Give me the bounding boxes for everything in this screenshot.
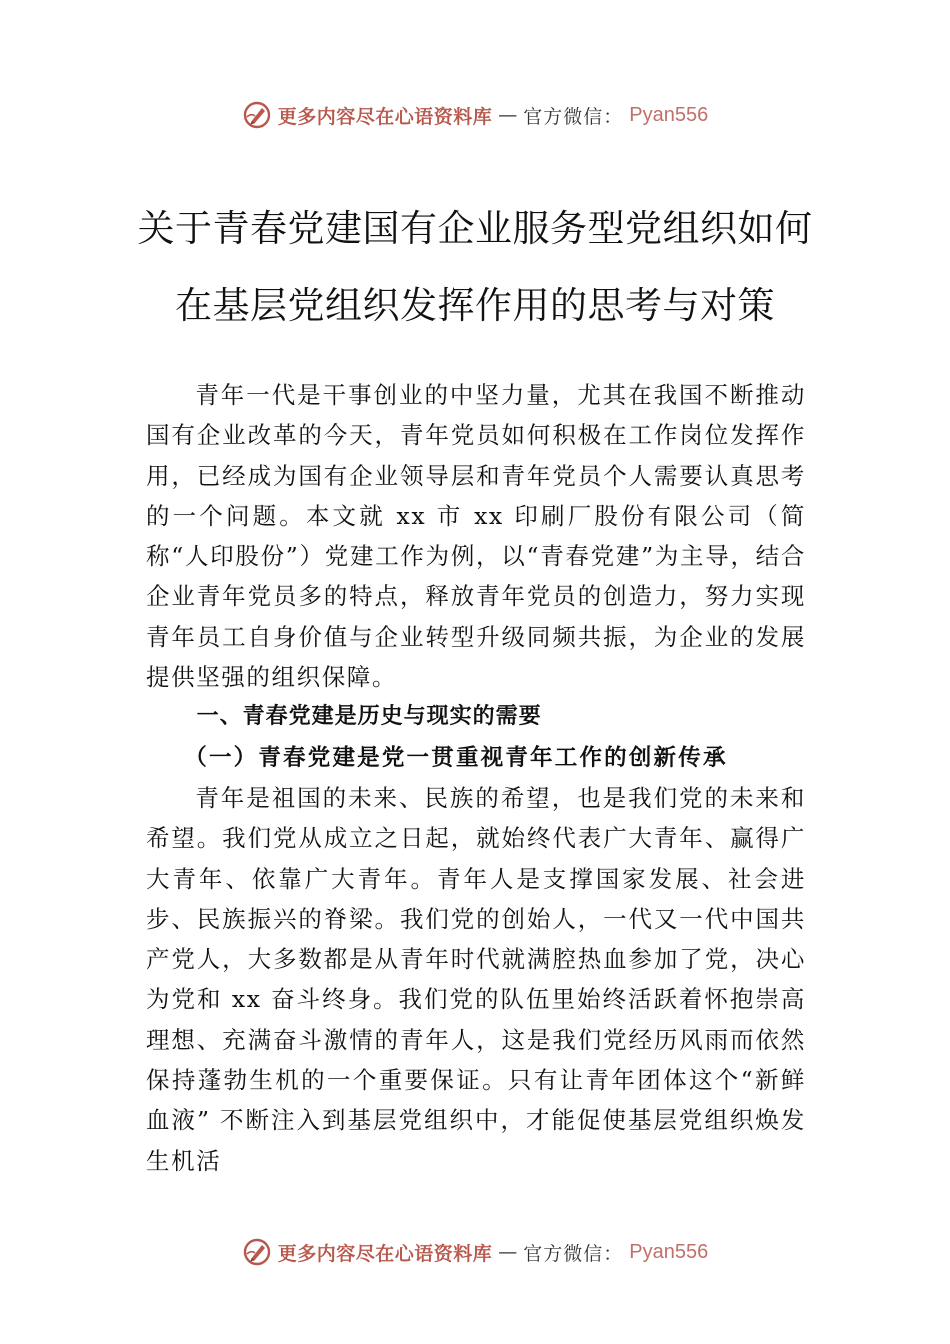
subsection-1-heading: （一）青春党建是党一贯重视青年工作的创新传承	[184, 744, 728, 771]
document-body	[146, 375, 806, 1181]
footer-banner	[0, 1232, 950, 1272]
banner-wechat-label: 官方微信：	[523, 1242, 624, 1265]
banner-main-text: 更多内容尽在心语资料库	[277, 105, 493, 128]
banner-separator: —	[498, 104, 518, 126]
banner-separator: —	[498, 1241, 518, 1263]
header-banner	[0, 95, 950, 135]
pen-circle-logo-icon	[242, 1237, 272, 1267]
title-line-2: 在基层党组织发挥作用的思考与对策	[175, 284, 775, 327]
section-1-heading: 一、青春党建是历史与现实的需要	[196, 704, 542, 730]
banner-wechat-id: Pyan556	[629, 1240, 709, 1263]
intro-paragraph: 青年一代是干事创业的中坚力量，尤其在我国不断推动国有企业改革的今天，青年党员如何积极在工作岗位发挥作用，已经成为国有企业领导层和青年党员个人需要认真思考的一个问题。本文就 xx 市 xx 印刷厂股份有限公司（简称“人印股份”）党建工作为例，以“青春党建”为主导，结合企业青年党员多的特点，释放青年党员的创造力，努力实现青年员工自身价值与企业转型升级同频共振，为企业的发展提供坚强的组织保障。	[146, 381, 806, 692]
document-title	[0, 190, 950, 344]
banner-wechat-label: 官方微信：	[523, 105, 624, 128]
banner-wechat-id: Pyan556	[629, 103, 709, 126]
paragraph-2: 青年是祖国的未来、民族的希望，也是我们党的未来和希望。我们党从成立之日起，就始终代表广大青年、赢得广大青年、依靠广大青年。青年人是支撑国家发展、社会进步、民族振兴的脊梁。我们党的创始人，一代又一代中国共产党人，大多数都是从青年时代就满腔热血参加了党，决心为党和 xx 奋斗终身。我们党的队伍里始终活跃着怀抱崇高理想、充满奋斗激情的青年人，这是我们党经历风雨而依然保持蓬勃生机的一个重要保证。只有让青年团体这个“新鲜血液” 不断注入到基层党组织中，才能促使基层党组织焕发生机活	[146, 783, 806, 1175]
title-line-1: 关于青春党建国有企业服务型党组织如何	[137, 207, 813, 250]
banner-main-text: 更多内容尽在心语资料库	[277, 1242, 493, 1265]
pen-circle-logo-icon	[242, 100, 272, 130]
